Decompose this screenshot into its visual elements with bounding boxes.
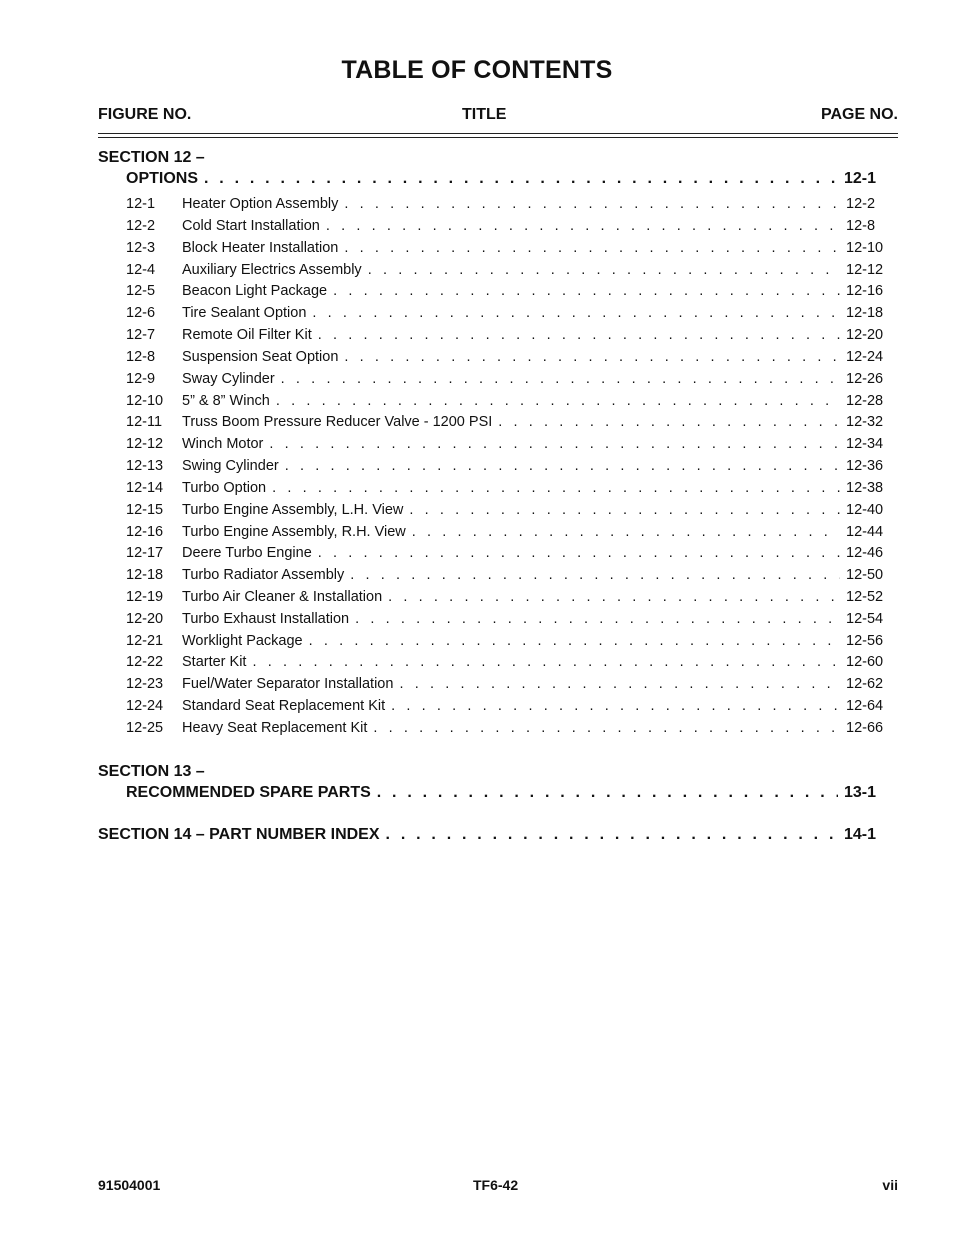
figure-page-number: 12-20 bbox=[846, 327, 884, 343]
dot-leader bbox=[492, 414, 840, 430]
dot-leader bbox=[306, 305, 840, 321]
figure-entry[interactable] bbox=[126, 305, 886, 325]
figure-title: Turbo Engine Assembly, L.H. View bbox=[182, 501, 404, 518]
section-12-title: OPTIONS bbox=[126, 170, 199, 187]
column-header-page-no: PAGE NO. bbox=[820, 106, 898, 123]
dot-leader bbox=[312, 327, 840, 343]
dot-leader bbox=[338, 196, 840, 212]
figure-entry[interactable] bbox=[126, 196, 886, 216]
figure-title: Tire Sealant Option bbox=[182, 305, 307, 322]
figure-number: 12-20 bbox=[126, 610, 164, 627]
figure-page-number: 12-8 bbox=[846, 217, 876, 234]
header-rule-top bbox=[98, 133, 898, 134]
figure-title: Block Heater Installation bbox=[182, 239, 339, 256]
figure-number: 12-24 bbox=[126, 698, 164, 715]
dot-leader bbox=[344, 567, 840, 583]
section-13-title: RECOMMENDED SPARE PARTS bbox=[126, 784, 371, 801]
figure-page-number: 12-16 bbox=[846, 283, 884, 300]
column-header-title: TITLE bbox=[462, 106, 507, 123]
dot-leader bbox=[312, 545, 840, 561]
figure-number: 12-13 bbox=[126, 458, 164, 474]
figure-number: 12-25 bbox=[126, 719, 164, 736]
dot-leader bbox=[362, 262, 840, 278]
column-header-row bbox=[98, 106, 898, 128]
figure-page-number: 12-56 bbox=[846, 632, 884, 649]
header-rule-bottom bbox=[98, 137, 898, 138]
figure-number: 12-14 bbox=[126, 479, 164, 496]
dot-leader bbox=[367, 720, 840, 736]
figure-number: 12-6 bbox=[126, 305, 156, 322]
figure-entry[interactable] bbox=[126, 218, 886, 238]
dot-leader bbox=[327, 283, 840, 299]
dot-leader bbox=[338, 240, 840, 256]
section-12-page: 12-1 bbox=[843, 170, 876, 187]
figure-number: 12-2 bbox=[126, 217, 156, 234]
figure-entry[interactable] bbox=[126, 458, 886, 478]
dot-leader bbox=[393, 676, 840, 692]
figure-title: Worklight Package bbox=[182, 632, 303, 649]
figure-entry[interactable] bbox=[126, 240, 886, 260]
figure-title: Turbo Option bbox=[182, 479, 267, 496]
figure-entry[interactable] bbox=[126, 371, 886, 391]
figure-page-number: 12-52 bbox=[846, 588, 884, 605]
figure-entry[interactable] bbox=[126, 589, 886, 609]
dot-leader bbox=[275, 371, 840, 387]
figure-page-number: 12-64 bbox=[846, 698, 884, 715]
section-12-heading: SECTION 12 – bbox=[98, 149, 205, 166]
figure-title: Turbo Air Cleaner & Installation bbox=[182, 588, 383, 605]
figure-entry[interactable] bbox=[126, 502, 886, 522]
dot-leader bbox=[382, 589, 840, 605]
figure-entry[interactable] bbox=[126, 611, 886, 631]
figure-page-number: 12-36 bbox=[846, 458, 884, 474]
figure-title: Heater Option Assembly bbox=[182, 196, 339, 212]
figure-entry[interactable] bbox=[126, 720, 886, 740]
figure-title: Truss Boom Pressure Reducer Valve - 1200 PSI bbox=[182, 414, 493, 431]
figure-number: 12-17 bbox=[126, 545, 164, 562]
figure-number: 12-12 bbox=[126, 436, 164, 453]
figure-entry[interactable] bbox=[126, 414, 886, 434]
figure-title: Standard Seat Replacement Kit bbox=[182, 698, 386, 715]
page-footer bbox=[98, 1177, 898, 1197]
section-14-page: 14-1 bbox=[843, 826, 876, 843]
section-14-title-line[interactable] bbox=[98, 826, 876, 844]
figure-page-number: 12-54 bbox=[846, 610, 884, 627]
figure-page-number: 12-66 bbox=[846, 719, 884, 736]
dot-leader bbox=[349, 611, 840, 627]
figure-page-number: 12-32 bbox=[846, 414, 884, 431]
figure-number: 12-11 bbox=[126, 414, 163, 431]
figure-entry[interactable] bbox=[126, 283, 886, 303]
figure-title: Turbo Engine Assembly, R.H. View bbox=[182, 523, 406, 540]
figure-page-number: 12-62 bbox=[846, 676, 884, 693]
figure-title: Fuel/Water Separator Installation bbox=[182, 676, 394, 693]
figure-entry[interactable] bbox=[126, 524, 886, 544]
dot-leader bbox=[338, 349, 840, 365]
figure-page-number: 12-46 bbox=[846, 545, 884, 562]
figure-entry[interactable] bbox=[126, 327, 886, 347]
figure-title: Beacon Light Package bbox=[182, 283, 328, 300]
figure-page-number: 12-18 bbox=[846, 305, 884, 322]
dot-leader bbox=[403, 502, 840, 518]
dot-leader bbox=[279, 458, 840, 474]
figure-title: Deere Turbo Engine bbox=[182, 545, 312, 562]
figure-page-number: 12-28 bbox=[846, 392, 884, 409]
figure-page-number: 12-44 bbox=[846, 523, 884, 540]
figure-number: 12-22 bbox=[126, 654, 164, 671]
figure-entry[interactable] bbox=[126, 698, 886, 718]
dot-leader bbox=[406, 524, 840, 540]
figure-title: Starter Kit bbox=[182, 654, 247, 671]
figure-page-number: 12-10 bbox=[846, 239, 884, 256]
figure-number: 12-1 bbox=[126, 196, 156, 212]
figure-page-number: 12-50 bbox=[846, 567, 884, 584]
dot-leader bbox=[263, 436, 840, 452]
figure-number: 12-3 bbox=[126, 239, 156, 256]
figure-entry[interactable] bbox=[126, 436, 886, 456]
figure-page-number: 12-12 bbox=[846, 261, 884, 278]
dot-leader bbox=[246, 654, 840, 670]
figure-title: 5” & 8” Winch bbox=[182, 392, 270, 409]
figure-entry[interactable] bbox=[126, 349, 886, 369]
dot-leader bbox=[320, 218, 840, 234]
dot-leader bbox=[380, 826, 838, 844]
footer-model: TF6-42 bbox=[473, 1177, 519, 1193]
figure-number: 12-7 bbox=[126, 327, 156, 343]
figure-title: Remote Oil Filter Kit bbox=[182, 327, 312, 343]
figure-page-number: 12-2 bbox=[846, 196, 876, 212]
figure-title: Winch Motor bbox=[182, 436, 264, 453]
figure-number: 12-5 bbox=[126, 283, 156, 300]
dot-leader bbox=[266, 480, 840, 496]
figure-page-number: 12-34 bbox=[846, 436, 884, 453]
section-13-page: 13-1 bbox=[843, 784, 876, 801]
figure-number: 12-10 bbox=[126, 392, 164, 409]
column-header-figure-no: FIGURE NO. bbox=[98, 106, 192, 123]
figure-number: 12-19 bbox=[126, 588, 164, 605]
section-12-title-line[interactable] bbox=[126, 170, 876, 188]
figure-number: 12-9 bbox=[126, 370, 156, 387]
figure-entry[interactable] bbox=[126, 676, 886, 696]
figure-entry[interactable] bbox=[126, 393, 886, 413]
figure-number: 12-23 bbox=[126, 676, 164, 693]
figure-page-number: 12-38 bbox=[846, 479, 884, 496]
figure-title: Suspension Seat Option bbox=[182, 348, 339, 365]
figure-page-number: 12-60 bbox=[846, 654, 884, 671]
section-13-heading: SECTION 13 – bbox=[98, 763, 205, 780]
figure-number: 12-15 bbox=[126, 501, 164, 518]
figure-entry[interactable] bbox=[126, 567, 886, 587]
footer-page-number: vii bbox=[882, 1177, 898, 1193]
figure-entry[interactable] bbox=[126, 480, 886, 500]
figure-title: Turbo Exhaust Installation bbox=[182, 610, 350, 627]
dot-leader bbox=[270, 393, 840, 409]
figure-entry[interactable] bbox=[126, 262, 886, 282]
dot-leader bbox=[198, 170, 838, 188]
figure-number: 12-16 bbox=[126, 523, 164, 540]
figure-title: Sway Cylinder bbox=[182, 370, 275, 387]
figure-number: 12-8 bbox=[126, 348, 156, 365]
figure-title: Auxiliary Electrics Assembly bbox=[182, 261, 362, 278]
figure-title: Cold Start Installation bbox=[182, 217, 320, 234]
figure-entry[interactable] bbox=[126, 633, 886, 653]
page-title: TABLE OF CONTENTS bbox=[341, 56, 613, 84]
figure-title: Swing Cylinder bbox=[182, 458, 279, 474]
figure-number: 12-4 bbox=[126, 261, 156, 278]
footer-document-number: 91504001 bbox=[98, 1177, 161, 1193]
dot-leader bbox=[303, 633, 840, 649]
dot-leader bbox=[385, 698, 840, 714]
figure-number: 12-18 bbox=[126, 567, 164, 584]
figure-page-number: 12-24 bbox=[846, 348, 884, 365]
section-14-title: SECTION 14 – PART NUMBER INDEX bbox=[98, 826, 380, 843]
dot-leader bbox=[371, 784, 838, 802]
figure-entry[interactable] bbox=[126, 654, 886, 674]
figure-entry[interactable] bbox=[126, 545, 886, 565]
figure-title: Heavy Seat Replacement Kit bbox=[182, 719, 368, 736]
section-13-title-line[interactable] bbox=[126, 784, 876, 802]
figure-title: Turbo Radiator Assembly bbox=[182, 567, 345, 584]
figure-number: 12-21 bbox=[126, 632, 164, 649]
figure-page-number: 12-40 bbox=[846, 501, 884, 518]
figure-page-number: 12-26 bbox=[846, 370, 884, 387]
